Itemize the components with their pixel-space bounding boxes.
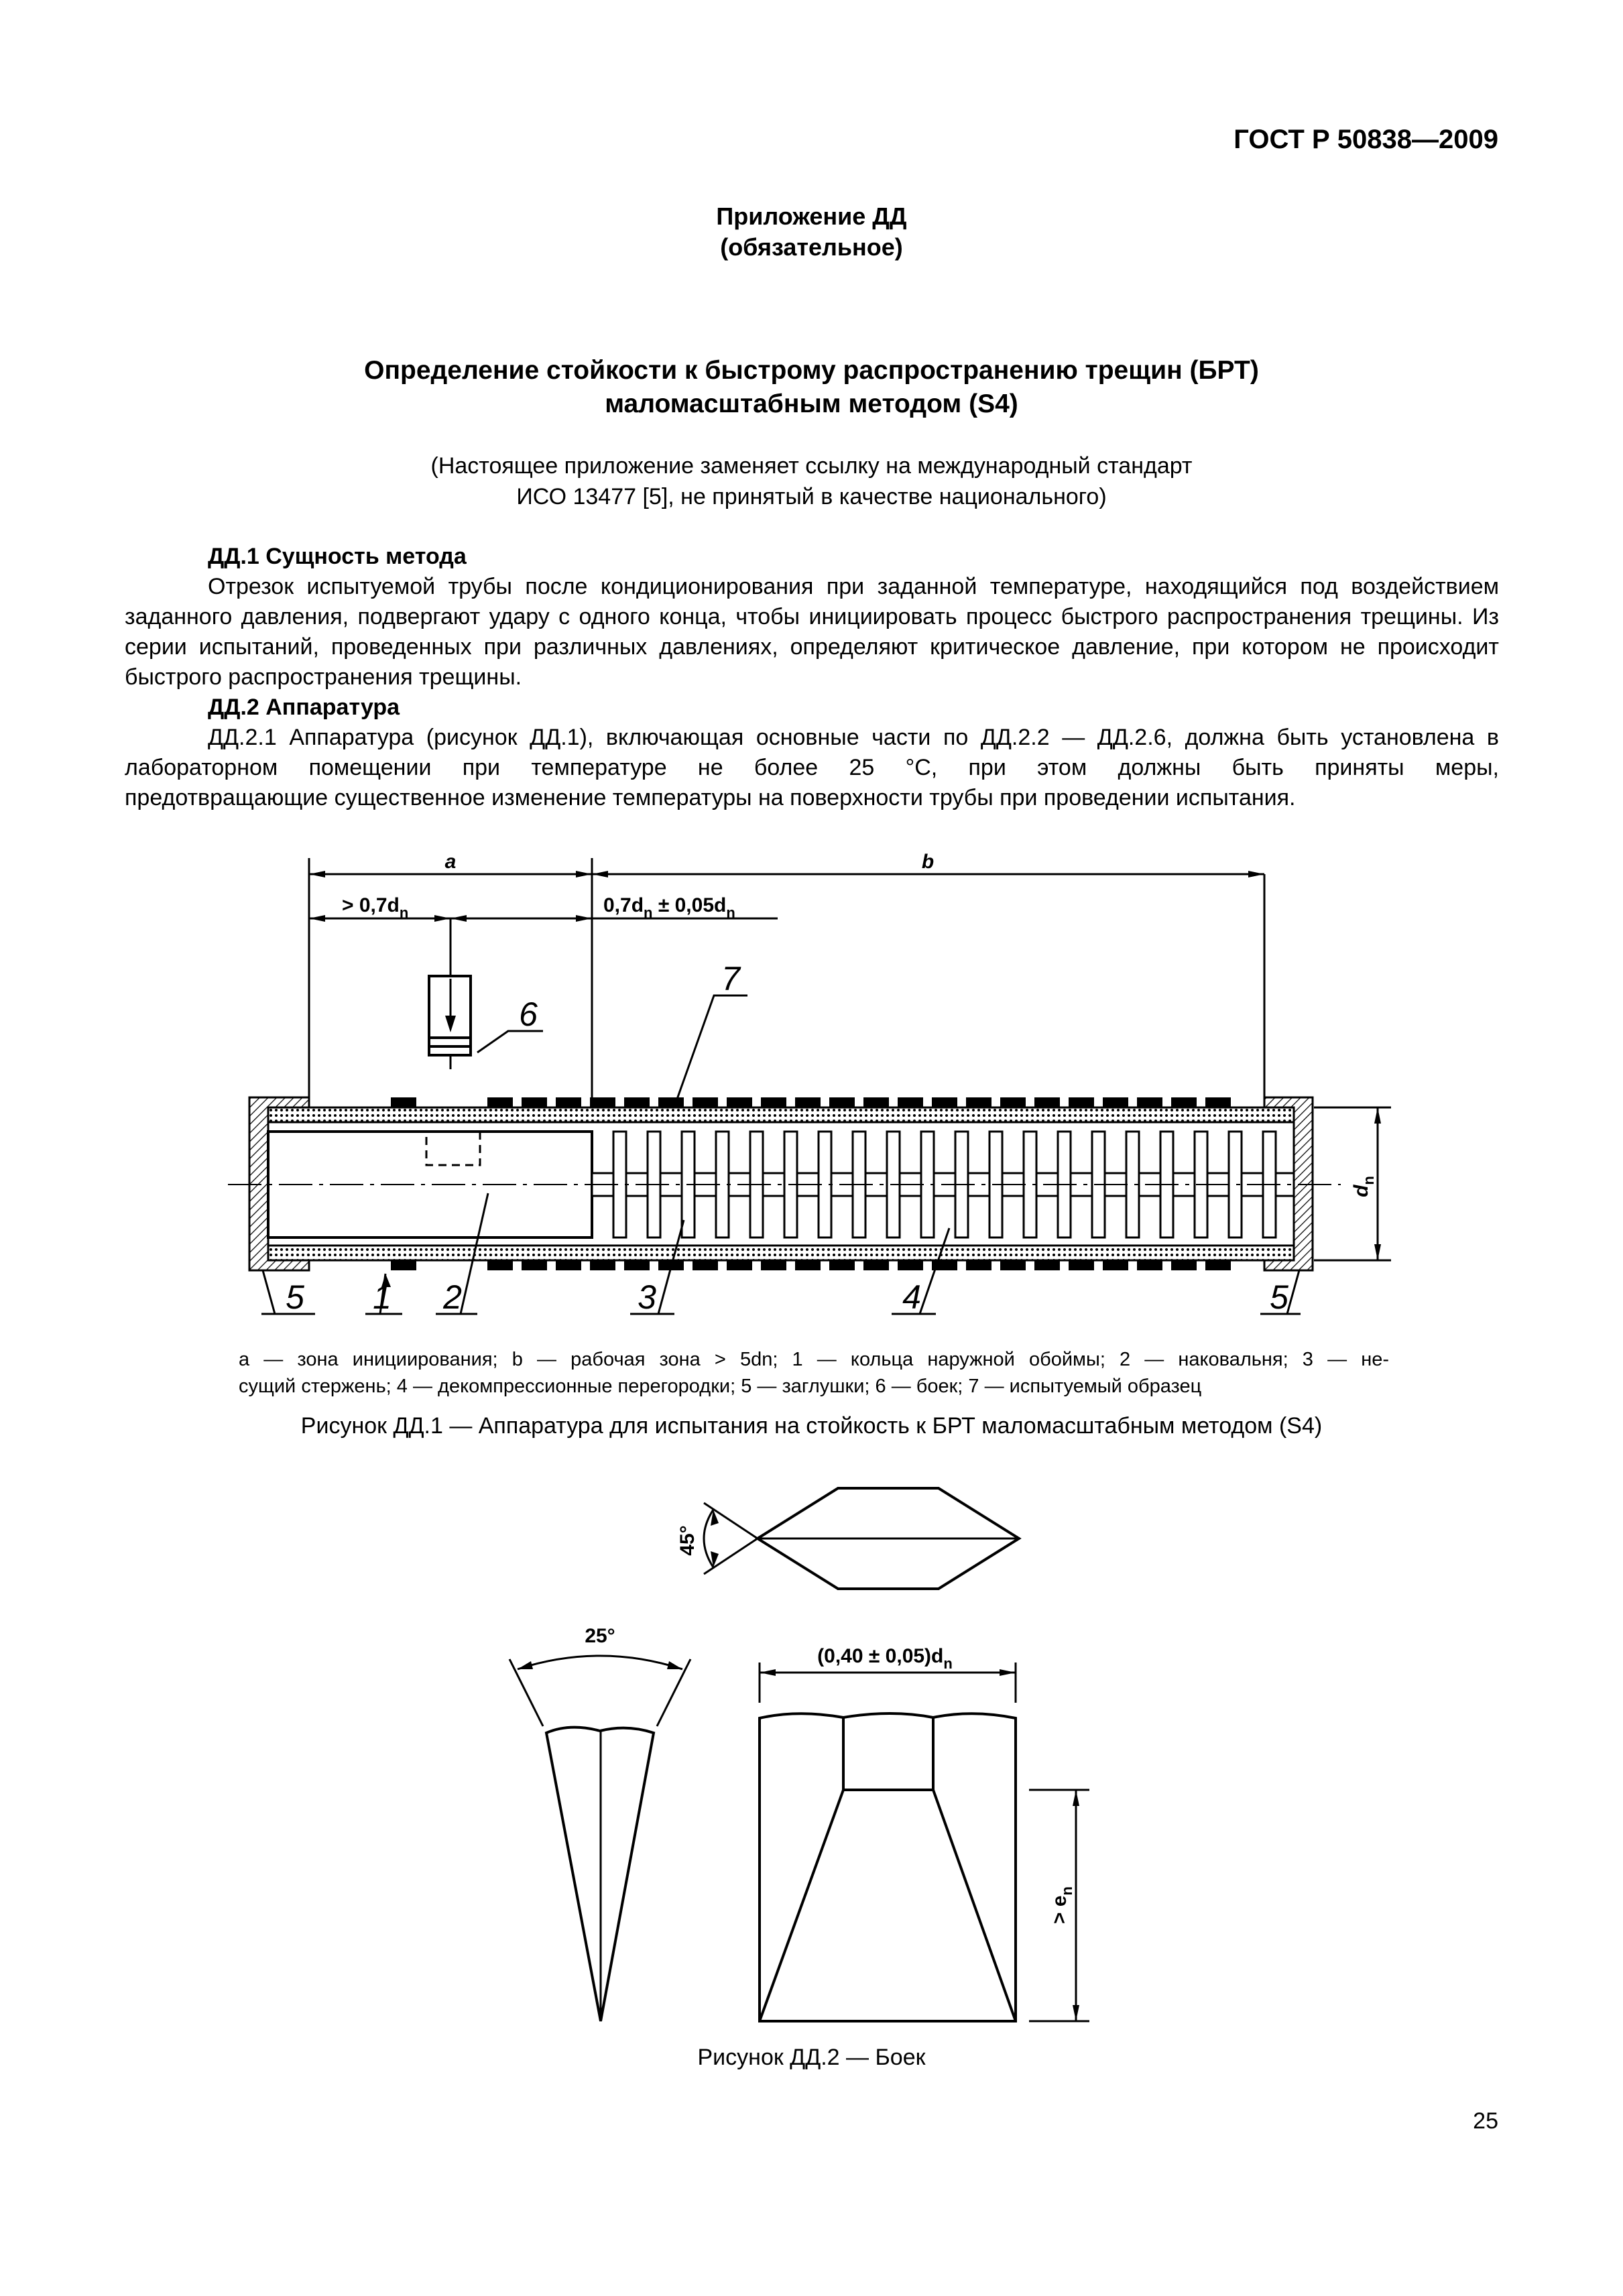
main-title-line2: маломасштабным методом (S4): [605, 389, 1018, 418]
dim-b-label: b: [921, 851, 935, 873]
callout-6: 6: [519, 995, 538, 1033]
callout-1: 1: [373, 1278, 392, 1316]
body-text: [125, 542, 1499, 813]
replacement-note: [0, 450, 1623, 512]
callout-4: 4: [902, 1278, 921, 1316]
dim-b1-label: $0,7d_n \pm 0,05d_n$: [603, 894, 735, 921]
callout-7: 7: [721, 960, 740, 998]
dim-d-label: $d_n$: [1350, 1176, 1377, 1197]
note-line2: ИСО 13477 [5], не принятый в качестве национального): [516, 484, 1107, 509]
note-line1: (Настоящее приложение заменяет ссылку на международный стандарт: [430, 453, 1193, 479]
legend-line-2: сущий стержень; 4 — декомпрессионные перегородки; 5 — заглушки; 6 — боек; 7 — испытуемый образец: [239, 1376, 1202, 1397]
figure-1-caption: Рисунок ДД.1 — Аппаратура для испытания на стойкость к БРТ маломасштабным методом (S4): [300, 1413, 1323, 1439]
angle-45-label: 45°: [676, 1525, 699, 1556]
section-2-heading: ДД.2 Аппаратура: [208, 694, 400, 720]
section-1-heading: ДД.1 Сущность метода: [208, 544, 467, 569]
figure-1-legend: [239, 1346, 1389, 1400]
dim-a-label: a: [444, 851, 457, 873]
appendix-title: Приложение ДД: [716, 202, 907, 230]
striker-width-label: $(0,40 \pm 0,05)d_n$: [817, 1645, 953, 1672]
striker-depth-label: > $e_n$: [1048, 1886, 1075, 1924]
dim-a1-label: > $0,7d_n$: [342, 894, 409, 921]
appendix-heading: [0, 201, 1623, 263]
main-title: [0, 354, 1623, 421]
section-2-paragraph-1: ДД.2.1 Аппаратура (рисунок ДД.1), включающая основные части по ДД.2.2 — ДД.2.6, должна быть установлена в лабораторном помещении при температуре не более 25 °С, при этом должны быть приняты меры,: [125, 725, 1499, 780]
section-2-paragraph-2: предотвращающие существенное изменение температуры на поверхности трубы при проведении испытания.: [125, 785, 1296, 810]
figure-2-striker: [0, 1475, 1623, 2025]
callout-5-right: 5: [1270, 1278, 1288, 1316]
callout-3: 3: [638, 1278, 656, 1316]
page-number: 25: [1473, 2108, 1498, 2134]
callout-5-left: 5: [286, 1278, 304, 1316]
legend-line-1: a — зона инициирования; b — рабочая зона > 5dn; 1 — кольца наружной обоймы; 2 — наковальня; 3 — не-: [239, 1349, 1389, 1370]
appendix-status: (обязательное): [720, 233, 903, 261]
angle-25-label: 25°: [585, 1625, 615, 1647]
figure-2-caption: Рисунок ДД.2 — Боек: [697, 2045, 926, 2070]
section-1-text: Отрезок испытуемой трубы после кондиционирования при заданной температуре, находящийся под воздействием заданного давления, подвергают удару с одного конца, чтобы инициировать процесс быстрого распространения трещины. Из серии испытаний, проведенных при различных давлениях, определяют критическое давление, при котором не происходит быстрого распространения трещины.: [125, 574, 1499, 690]
main-title-line1: Определение стойкости к быстрому распространению трещин (БРТ): [364, 356, 1259, 385]
document-code: ГОСТ Р 50838—2009: [1234, 125, 1498, 154]
callout-2: 2: [443, 1278, 462, 1316]
figure-1-apparatus: [0, 845, 1623, 1341]
